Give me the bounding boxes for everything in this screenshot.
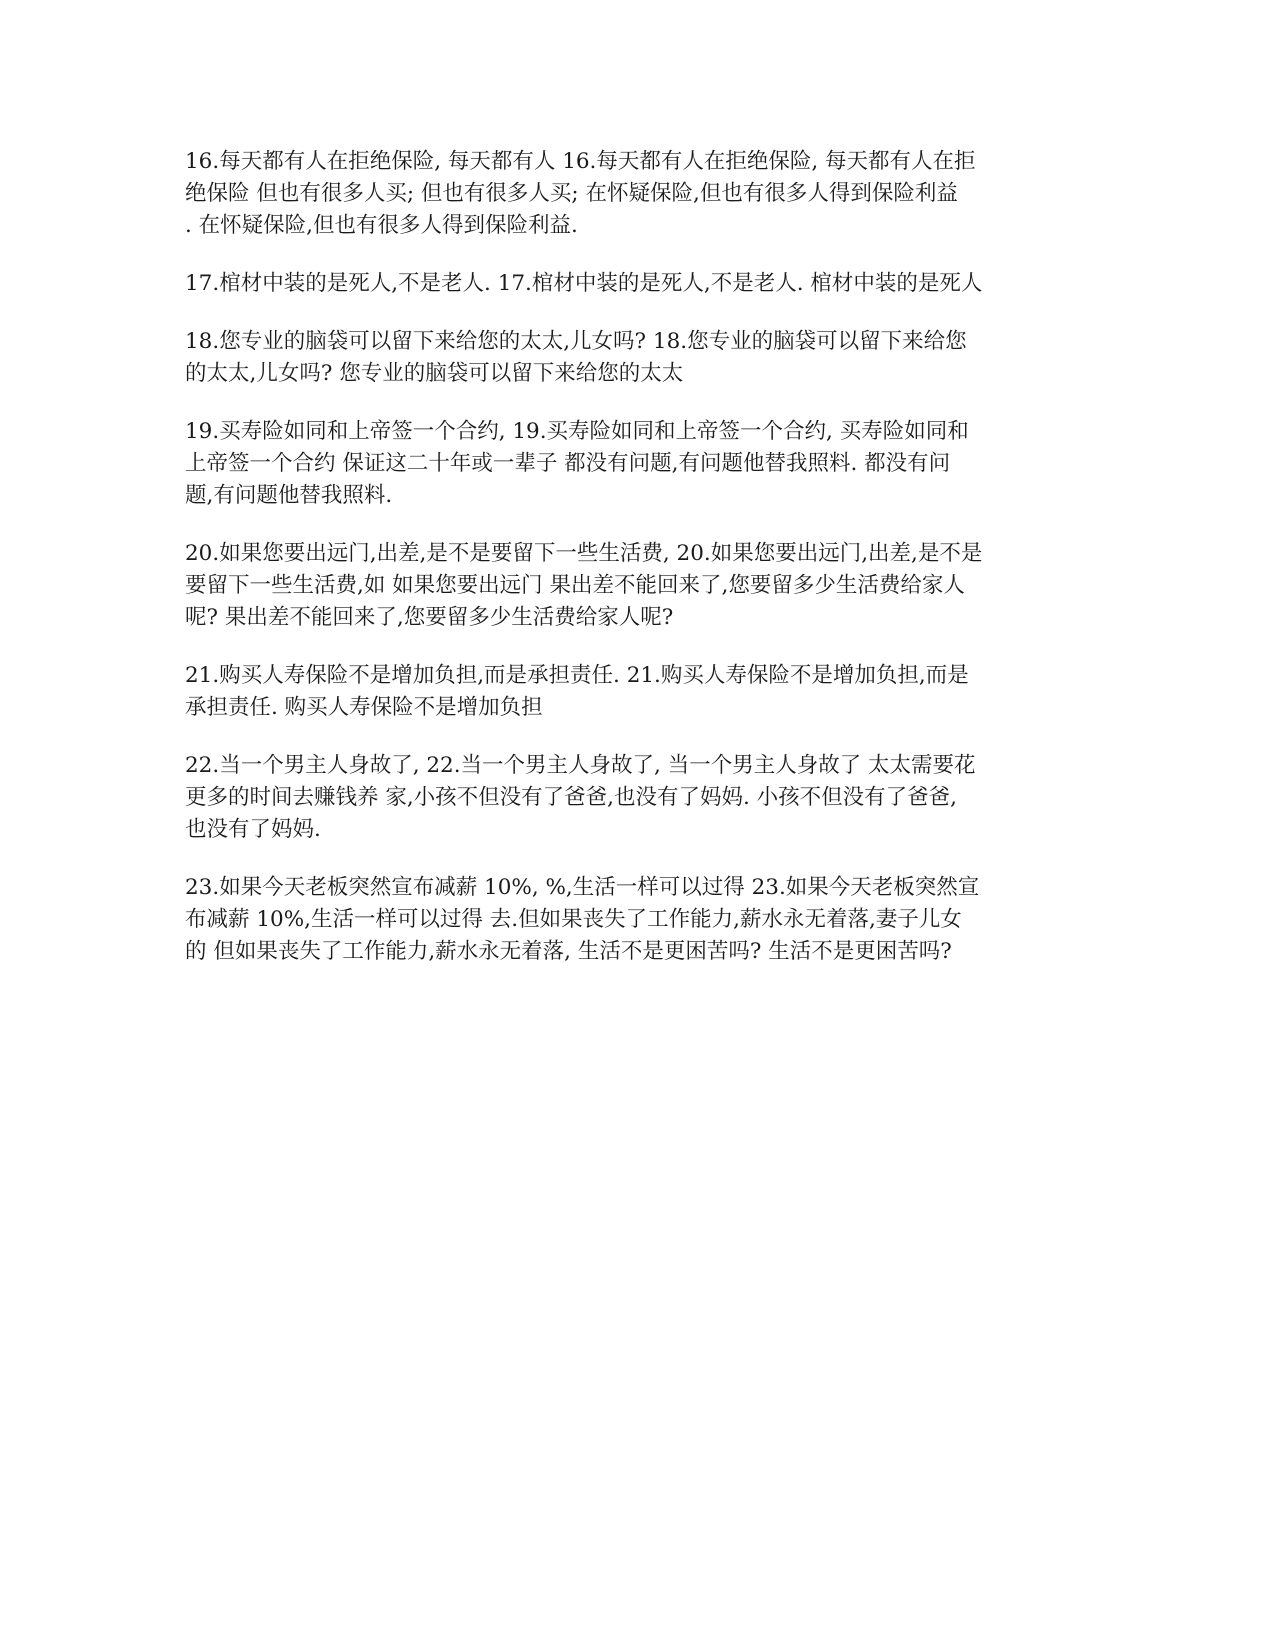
paragraph-16 <box>185 146 1085 242</box>
paragraph-20 <box>185 538 1085 634</box>
text-line: 22.当一个男主人身故了, 22.当一个男主人身故了, 当一个男主人身故了 太太需要花 <box>185 753 976 778</box>
text-line: 20.如果您要出远门,出差,是不是要留下一些生活费, 20.如果您要出远门,出差,是不是 <box>185 541 983 566</box>
text-line: 要留下一些生活费,如 如果您要出远门 果出差不能回来了,您要留多少生活费给家人 <box>185 573 965 598</box>
text-line: 的太太,儿女吗? 您专业的脑袋可以留下来给您的太太 <box>185 361 684 386</box>
text-line: . 在怀疑保险,但也有很多人得到保险利益. <box>185 213 578 238</box>
text-line: 题,有问题他替我照料. <box>185 483 393 508</box>
text-line: 的 但如果丧失了工作能力,薪水永无着落, 生活不是更困苦吗? 生活不是更困苦吗? <box>185 939 952 964</box>
text-line: 23.如果今天老板突然宣布减薪 10%, %,生活一样可以过得 23.如果今天老板突然宣 <box>185 875 980 900</box>
text-line: 也没有了妈妈. <box>185 817 321 842</box>
text-line: 上帝签一个合约 保证这二十年或一辈子 都没有问题,有问题他替我照料. 都没有问 <box>185 451 951 476</box>
paragraph-18 <box>185 326 1085 390</box>
text-line: 绝保险 但也有很多人买; 但也有很多人买; 在怀疑保险,但也有很多人得到保险利益 <box>185 181 958 206</box>
text-line: 呢? 果出差不能回来了,您要留多少生活费给家人呢? <box>185 605 674 630</box>
text-line: 布减薪 10%,生活一样可以过得 去.但如果丧失了工作能力,薪水永无着落,妻子儿女 <box>185 907 962 932</box>
text-line: 16.每天都有人在拒绝保险, 每天都有人 16.每天都有人在拒绝保险, 每天都有人在拒 <box>185 149 976 174</box>
paragraph-21 <box>185 660 1085 724</box>
paragraph-23 <box>185 872 1085 968</box>
text-line: 18.您专业的脑袋可以留下来给您的太太,儿女吗? 18.您专业的脑袋可以留下来给您 <box>185 329 967 354</box>
text-line: 19.买寿险如同和上帝签一个合约, 19.买寿险如同和上帝签一个合约, 买寿险如同和 <box>185 419 969 444</box>
document-body <box>185 146 1085 994</box>
text-line: 承担责任. 购买人寿保险不是增加负担 <box>185 695 543 720</box>
text-line: 17.棺材中装的是死人,不是老人. 17.棺材中装的是死人,不是老人. 棺材中装的是死人 <box>185 271 983 296</box>
paragraph-22 <box>185 750 1085 846</box>
text-line: 21.购买人寿保险不是增加负担,而是承担责任. 21.购买人寿保险不是增加负担,而是 <box>185 663 969 688</box>
paragraph-17 <box>185 268 1085 300</box>
text-line: 更多的时间去赚钱养 家,小孩不但没有了爸爸,也没有了妈妈. 小孩不但没有了爸爸, <box>185 785 958 810</box>
paragraph-19 <box>185 416 1085 512</box>
